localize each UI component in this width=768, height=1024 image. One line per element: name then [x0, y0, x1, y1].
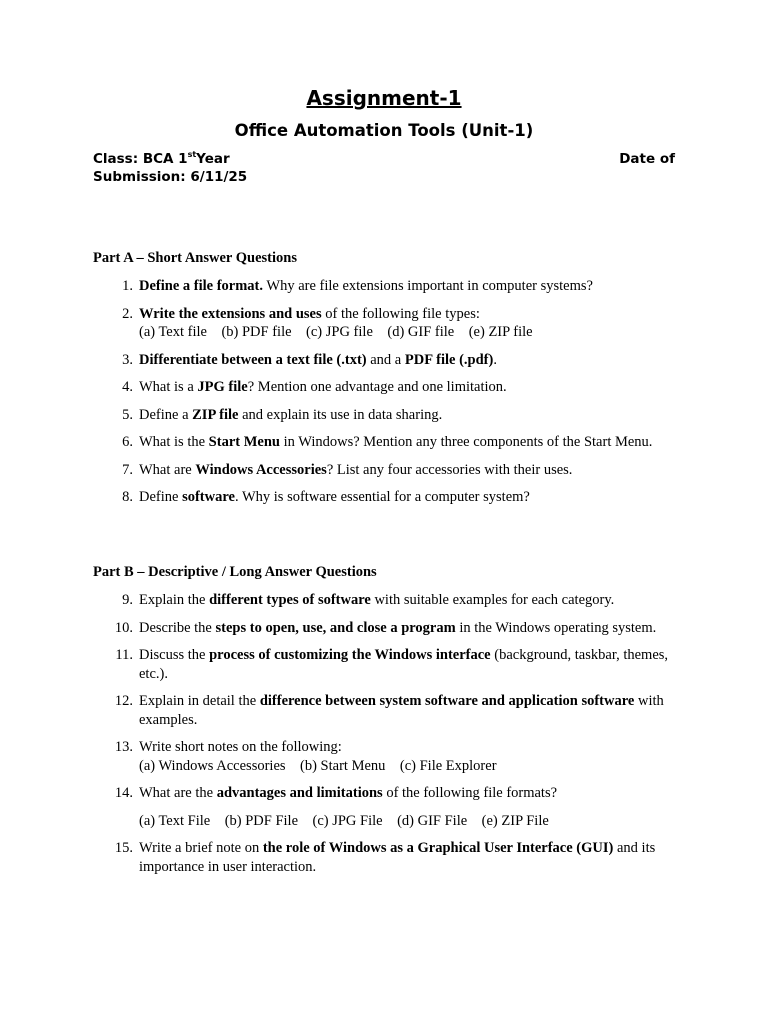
question-options: (a) Text file (b) PDF file (c) JPG file (d) GIF file (e) ZIP file [139, 324, 533, 340]
date-label: Date of [619, 151, 675, 167]
question-options: (a) Windows Accessories (b) Start Menu (c) File Explorer [139, 757, 497, 774]
question-number: 14. [114, 785, 133, 801]
question-number: 1. [122, 278, 133, 294]
question-emphasis: Differentiate between a text file (.txt) [139, 351, 367, 368]
question-emphasis: ZIP file [192, 406, 239, 423]
question-emphasis: Write the extensions and uses [139, 305, 322, 322]
question-text: with examples. [139, 693, 664, 728]
question-emphasis: JPG file [197, 379, 248, 395]
question-text: Explain in detail the [139, 693, 260, 709]
question-text: Describe the [139, 619, 216, 636]
question-14 [93, 784, 675, 830]
question-emphasis: difference between system software and application software [259, 693, 635, 709]
question-2 [93, 305, 675, 342]
submission-date: Submission: 6/11/25 [93, 169, 248, 185]
part-a-question-list [93, 277, 675, 507]
question-text: ? List any four accessories with their uses. [326, 461, 573, 478]
question-text: What are [139, 461, 196, 478]
class-suffix: Year [196, 151, 230, 167]
question-number: 2. [122, 305, 133, 322]
question-emphasis: steps to open, use, and close a program [215, 619, 456, 636]
question-emphasis: PDF file (.pdf) [404, 351, 494, 368]
question-number: 12. [114, 693, 133, 709]
question-number: 13. [114, 739, 133, 755]
document-subtitle: Office Automation Tools (Unit-1) [234, 121, 534, 140]
question-text: Write short notes on the following: [139, 739, 342, 755]
question-text: What are the [139, 785, 217, 801]
question-emphasis: Define a file format. [139, 278, 264, 294]
question-text: What is the [139, 434, 209, 450]
question-text: Discuss the [139, 647, 210, 663]
question-number: 11. [115, 647, 133, 663]
question-text: with suitable examples for each category. [370, 592, 615, 608]
question-number: 9. [122, 592, 133, 608]
question-text: and explain its use in data sharing. [238, 406, 443, 423]
question-text: Explain the [139, 592, 210, 608]
question-options: (a) Text File (b) PDF File (c) JPG File (d) GIF File (e) ZIP File [139, 812, 549, 829]
question-text: of the following file types: [321, 305, 480, 322]
question-emphasis: process of customizing the Windows interface [209, 647, 491, 663]
question-15 [93, 839, 675, 876]
question-number: 4. [122, 379, 133, 395]
document-title: Assignment-1 [306, 86, 462, 110]
question-emphasis: different types of software [209, 592, 371, 608]
class-ordinal: st [187, 149, 197, 159]
class-label: Class: BCA 1 [93, 151, 188, 167]
question-number: 10. [114, 619, 133, 636]
question-number: 5. [122, 406, 133, 423]
question-emphasis: Windows Accessories [195, 461, 327, 478]
question-13 [93, 738, 675, 775]
question-text: What is a [139, 379, 198, 395]
question-text: (background, taskbar, themes, etc.). [139, 647, 669, 682]
question-number: 3. [122, 351, 133, 368]
question-emphasis: software [182, 489, 235, 505]
question-1 [93, 277, 675, 296]
question-emphasis: advantages and limitations [216, 785, 383, 801]
question-text: Define a [139, 406, 193, 423]
question-11 [93, 646, 675, 683]
question-text: in Windows? Mention any three components of the Start Menu. [279, 434, 653, 450]
question-9 [93, 591, 675, 610]
question-text: and a [366, 351, 405, 368]
question-7 [93, 461, 675, 480]
class-and-date-line [93, 150, 675, 186]
question-number: 7. [122, 461, 133, 478]
question-10 [93, 619, 675, 638]
question-emphasis: the role of Windows as a Graphical User Interface (GUI) [262, 840, 614, 856]
question-3 [93, 351, 675, 370]
question-text: . [493, 351, 497, 368]
part-a-heading: Part A – Short Answer Questions [93, 250, 297, 266]
question-number: 15. [114, 840, 133, 856]
question-5 [93, 406, 675, 425]
question-text: and its importance in user interaction. [139, 840, 656, 875]
question-number: 8. [122, 489, 133, 505]
question-emphasis: Start Menu [208, 434, 280, 450]
question-text: Define [139, 489, 183, 505]
question-text: Write a brief note on [139, 840, 263, 856]
question-12 [93, 692, 675, 729]
question-text: in the Windows operating system. [455, 619, 657, 636]
question-text: ? Mention one advantage and one limitation. [247, 379, 507, 395]
question-6 [93, 433, 675, 452]
question-8 [93, 488, 675, 507]
question-text: Why are file extensions important in computer systems? [263, 278, 593, 294]
question-number: 6. [122, 434, 133, 450]
part-b-question-list [93, 591, 675, 876]
part-b-heading: Part B – Descriptive / Long Answer Questions [93, 564, 377, 580]
question-text: . Why is software essential for a computer system? [234, 489, 530, 505]
question-text: of the following file formats? [382, 785, 558, 801]
question-4 [93, 378, 675, 397]
